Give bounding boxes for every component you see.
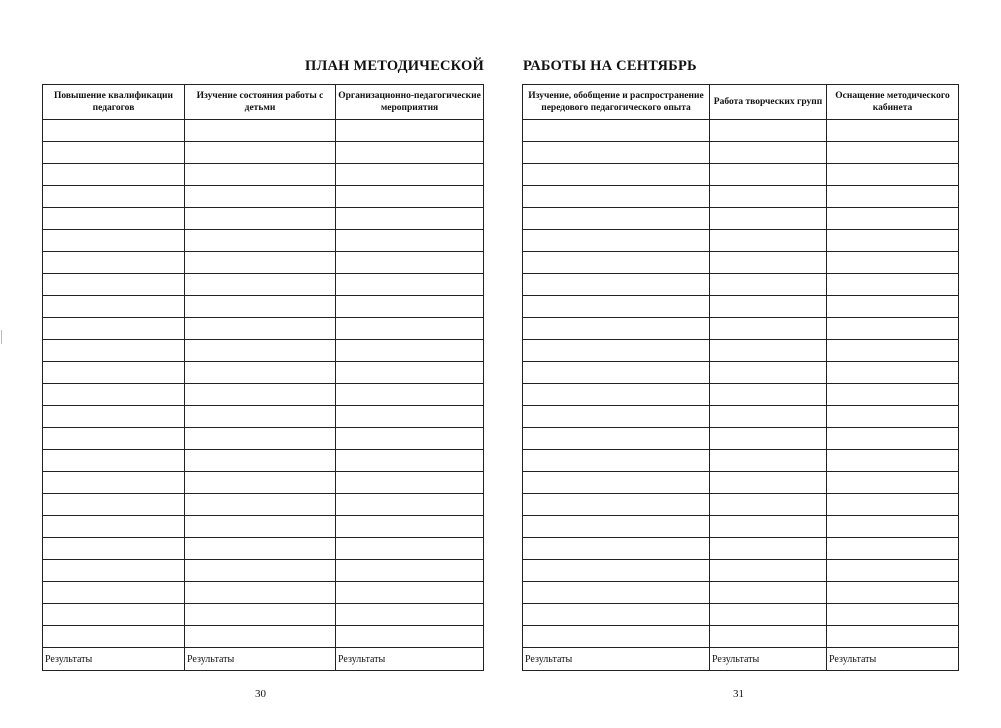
blank-cell bbox=[710, 516, 827, 538]
blank-cell bbox=[336, 296, 484, 318]
blank-cell bbox=[336, 472, 484, 494]
blank-cell bbox=[43, 560, 185, 582]
blank-cell bbox=[523, 406, 710, 428]
blank-row bbox=[523, 208, 959, 230]
blank-cell bbox=[43, 318, 185, 340]
blank-cell bbox=[827, 450, 959, 472]
blank-cell bbox=[710, 428, 827, 450]
blank-cell bbox=[827, 472, 959, 494]
blank-cell bbox=[827, 274, 959, 296]
blank-row bbox=[43, 626, 484, 648]
blank-row bbox=[523, 516, 959, 538]
blank-cell bbox=[185, 318, 336, 340]
blank-cell bbox=[336, 340, 484, 362]
blank-cell bbox=[827, 406, 959, 428]
blank-cell bbox=[336, 164, 484, 186]
blank-cell bbox=[710, 340, 827, 362]
table-header-row bbox=[523, 85, 959, 120]
blank-cell bbox=[185, 340, 336, 362]
blank-cell bbox=[336, 494, 484, 516]
results-cell: Результаты bbox=[710, 648, 827, 671]
blank-cell bbox=[336, 538, 484, 560]
blank-cell bbox=[185, 560, 336, 582]
blank-cell bbox=[827, 560, 959, 582]
blank-row bbox=[43, 208, 484, 230]
blank-cell bbox=[336, 142, 484, 164]
blank-row bbox=[523, 472, 959, 494]
blank-row bbox=[43, 340, 484, 362]
blank-cell bbox=[43, 340, 185, 362]
blank-cell bbox=[710, 142, 827, 164]
column-header-organizational: Организационно-педагогические мероприятия bbox=[336, 85, 484, 120]
blank-cell bbox=[185, 582, 336, 604]
blank-row bbox=[43, 560, 484, 582]
blank-cell bbox=[185, 164, 336, 186]
blank-cell bbox=[185, 450, 336, 472]
blank-cell bbox=[336, 274, 484, 296]
blank-row bbox=[43, 142, 484, 164]
table-header-row bbox=[43, 85, 484, 120]
blank-row bbox=[523, 230, 959, 252]
blank-cell bbox=[827, 318, 959, 340]
blank-row bbox=[523, 450, 959, 472]
blank-cell bbox=[827, 208, 959, 230]
blank-row bbox=[523, 582, 959, 604]
blank-row bbox=[523, 538, 959, 560]
blank-cell bbox=[185, 208, 336, 230]
plan-table-right bbox=[522, 84, 959, 671]
blank-row bbox=[43, 450, 484, 472]
blank-cell bbox=[185, 494, 336, 516]
blank-cell bbox=[827, 538, 959, 560]
blank-cell bbox=[827, 626, 959, 648]
blank-cell bbox=[185, 626, 336, 648]
blank-cell bbox=[185, 274, 336, 296]
results-cell: Результаты bbox=[336, 648, 484, 671]
blank-cell bbox=[336, 230, 484, 252]
blank-cell bbox=[185, 120, 336, 142]
blank-cell bbox=[523, 626, 710, 648]
blank-cell bbox=[185, 186, 336, 208]
blank-row bbox=[523, 164, 959, 186]
blank-cell bbox=[185, 538, 336, 560]
blank-cell bbox=[523, 186, 710, 208]
blank-row bbox=[523, 428, 959, 450]
blank-row bbox=[523, 406, 959, 428]
results-cell: Результаты bbox=[827, 648, 959, 671]
results-cell: Результаты bbox=[185, 648, 336, 671]
blank-cell bbox=[336, 582, 484, 604]
blank-row bbox=[43, 428, 484, 450]
blank-cell bbox=[523, 142, 710, 164]
column-header-cabinet-equipment: Оснащение методического кабинета bbox=[827, 85, 959, 120]
blank-cell bbox=[43, 186, 185, 208]
blank-row bbox=[43, 516, 484, 538]
blank-cell bbox=[43, 406, 185, 428]
blank-cell bbox=[43, 208, 185, 230]
blank-cell bbox=[710, 252, 827, 274]
blank-cell bbox=[827, 252, 959, 274]
column-header-experience: Изучение, обобщение и распространение передового педагогического опыта bbox=[523, 85, 710, 120]
blank-row bbox=[523, 318, 959, 340]
plan-table-left bbox=[42, 84, 484, 671]
blank-row bbox=[43, 362, 484, 384]
results-row bbox=[43, 648, 484, 671]
blank-cell bbox=[336, 560, 484, 582]
blank-cell bbox=[43, 450, 185, 472]
column-header-creative-groups: Работа творческих групп bbox=[710, 85, 827, 120]
blank-cell bbox=[43, 120, 185, 142]
blank-cell bbox=[710, 406, 827, 428]
blank-row bbox=[523, 274, 959, 296]
blank-cell bbox=[710, 582, 827, 604]
blank-cell bbox=[710, 296, 827, 318]
blank-cell bbox=[523, 274, 710, 296]
blank-cell bbox=[185, 252, 336, 274]
blank-cell bbox=[523, 538, 710, 560]
blank-cell bbox=[523, 516, 710, 538]
blank-cell bbox=[523, 472, 710, 494]
column-header-work-study: Изучение состояния работы с детьми bbox=[185, 85, 336, 120]
blank-row bbox=[523, 340, 959, 362]
blank-cell bbox=[43, 384, 185, 406]
blank-row bbox=[43, 538, 484, 560]
blank-cell bbox=[827, 296, 959, 318]
blank-cell bbox=[43, 164, 185, 186]
blank-row bbox=[43, 120, 484, 142]
blank-cell bbox=[827, 120, 959, 142]
blank-row bbox=[43, 472, 484, 494]
blank-row bbox=[43, 494, 484, 516]
blank-row bbox=[523, 186, 959, 208]
blank-row bbox=[43, 296, 484, 318]
blank-cell bbox=[710, 560, 827, 582]
blank-cell bbox=[827, 582, 959, 604]
blank-cell bbox=[43, 472, 185, 494]
blank-cell bbox=[43, 230, 185, 252]
blank-cell bbox=[710, 538, 827, 560]
blank-cell bbox=[336, 626, 484, 648]
blank-cell bbox=[827, 516, 959, 538]
results-row bbox=[523, 648, 959, 671]
blank-cell bbox=[336, 252, 484, 274]
blank-cell bbox=[336, 406, 484, 428]
blank-cell bbox=[336, 428, 484, 450]
blank-row bbox=[523, 604, 959, 626]
results-cell: Результаты bbox=[43, 648, 185, 671]
blank-cell bbox=[710, 164, 827, 186]
blank-cell bbox=[43, 626, 185, 648]
blank-cell bbox=[185, 406, 336, 428]
blank-row bbox=[523, 626, 959, 648]
column-header-qualification: Повышение квалификации педагогов bbox=[43, 85, 185, 120]
blank-cell bbox=[336, 318, 484, 340]
blank-cell bbox=[43, 274, 185, 296]
blank-cell bbox=[336, 384, 484, 406]
blank-cell bbox=[523, 120, 710, 142]
blank-cell bbox=[523, 494, 710, 516]
blank-cell bbox=[710, 604, 827, 626]
blank-cell bbox=[523, 362, 710, 384]
blank-cell bbox=[523, 252, 710, 274]
blank-cell bbox=[336, 450, 484, 472]
blank-cell bbox=[827, 384, 959, 406]
blank-cell bbox=[827, 186, 959, 208]
blank-cell bbox=[523, 318, 710, 340]
page-number-right: 31 bbox=[733, 688, 744, 700]
blank-cell bbox=[43, 516, 185, 538]
blank-cell bbox=[43, 538, 185, 560]
blank-cell bbox=[827, 164, 959, 186]
blank-row bbox=[43, 186, 484, 208]
page-number-left: 30 bbox=[255, 688, 266, 700]
blank-row bbox=[43, 406, 484, 428]
blank-cell bbox=[523, 582, 710, 604]
blank-cell bbox=[827, 604, 959, 626]
blank-cell bbox=[523, 560, 710, 582]
blank-cell bbox=[710, 120, 827, 142]
blank-row bbox=[43, 230, 484, 252]
blank-cell bbox=[336, 120, 484, 142]
blank-cell bbox=[710, 494, 827, 516]
blank-cell bbox=[523, 604, 710, 626]
blank-row bbox=[523, 296, 959, 318]
blank-cell bbox=[827, 362, 959, 384]
blank-cell bbox=[710, 274, 827, 296]
blank-row bbox=[43, 274, 484, 296]
blank-cell bbox=[336, 208, 484, 230]
blank-cell bbox=[710, 208, 827, 230]
blank-cell bbox=[43, 252, 185, 274]
blank-cell bbox=[336, 604, 484, 626]
blank-cell bbox=[710, 384, 827, 406]
blank-cell bbox=[336, 516, 484, 538]
blank-cell bbox=[185, 384, 336, 406]
blank-row bbox=[43, 318, 484, 340]
blank-cell bbox=[336, 186, 484, 208]
blank-cell bbox=[185, 362, 336, 384]
scan-margin-mark bbox=[1, 330, 2, 344]
blank-row bbox=[523, 362, 959, 384]
blank-cell bbox=[523, 208, 710, 230]
blank-cell bbox=[523, 450, 710, 472]
blank-cell bbox=[43, 494, 185, 516]
blank-cell bbox=[710, 318, 827, 340]
blank-cell bbox=[523, 230, 710, 252]
blank-cell bbox=[185, 142, 336, 164]
blank-cell bbox=[185, 472, 336, 494]
blank-cell bbox=[827, 428, 959, 450]
blank-cell bbox=[827, 142, 959, 164]
blank-cell bbox=[43, 362, 185, 384]
blank-cell bbox=[710, 230, 827, 252]
blank-row bbox=[523, 384, 959, 406]
blank-cell bbox=[827, 230, 959, 252]
blank-cell bbox=[523, 340, 710, 362]
blank-cell bbox=[710, 186, 827, 208]
blank-cell bbox=[523, 296, 710, 318]
blank-cell bbox=[185, 296, 336, 318]
blank-cell bbox=[523, 428, 710, 450]
blank-row bbox=[43, 582, 484, 604]
blank-cell bbox=[336, 362, 484, 384]
blank-cell bbox=[43, 142, 185, 164]
blank-cell bbox=[185, 516, 336, 538]
blank-cell bbox=[43, 296, 185, 318]
blank-row bbox=[523, 252, 959, 274]
blank-row bbox=[523, 120, 959, 142]
blank-row bbox=[523, 560, 959, 582]
blank-cell bbox=[185, 428, 336, 450]
blank-row bbox=[43, 384, 484, 406]
results-cell: Результаты bbox=[523, 648, 710, 671]
blank-cell bbox=[185, 604, 336, 626]
blank-cell bbox=[43, 582, 185, 604]
blank-row bbox=[523, 142, 959, 164]
blank-cell bbox=[523, 384, 710, 406]
blank-row bbox=[43, 604, 484, 626]
blank-cell bbox=[827, 494, 959, 516]
page-title-right: РАБОТЫ НА СЕНТЯБРЬ bbox=[523, 58, 697, 74]
blank-cell bbox=[523, 164, 710, 186]
blank-cell bbox=[185, 230, 336, 252]
blank-cell bbox=[710, 626, 827, 648]
blank-cell bbox=[710, 362, 827, 384]
blank-cell bbox=[827, 340, 959, 362]
blank-cell bbox=[43, 428, 185, 450]
blank-row bbox=[43, 164, 484, 186]
blank-row bbox=[523, 494, 959, 516]
page-title-left: ПЛАН МЕТОДИЧЕСКОЙ bbox=[304, 58, 484, 74]
blank-row bbox=[43, 252, 484, 274]
blank-cell bbox=[43, 604, 185, 626]
blank-cell bbox=[710, 450, 827, 472]
blank-cell bbox=[710, 472, 827, 494]
